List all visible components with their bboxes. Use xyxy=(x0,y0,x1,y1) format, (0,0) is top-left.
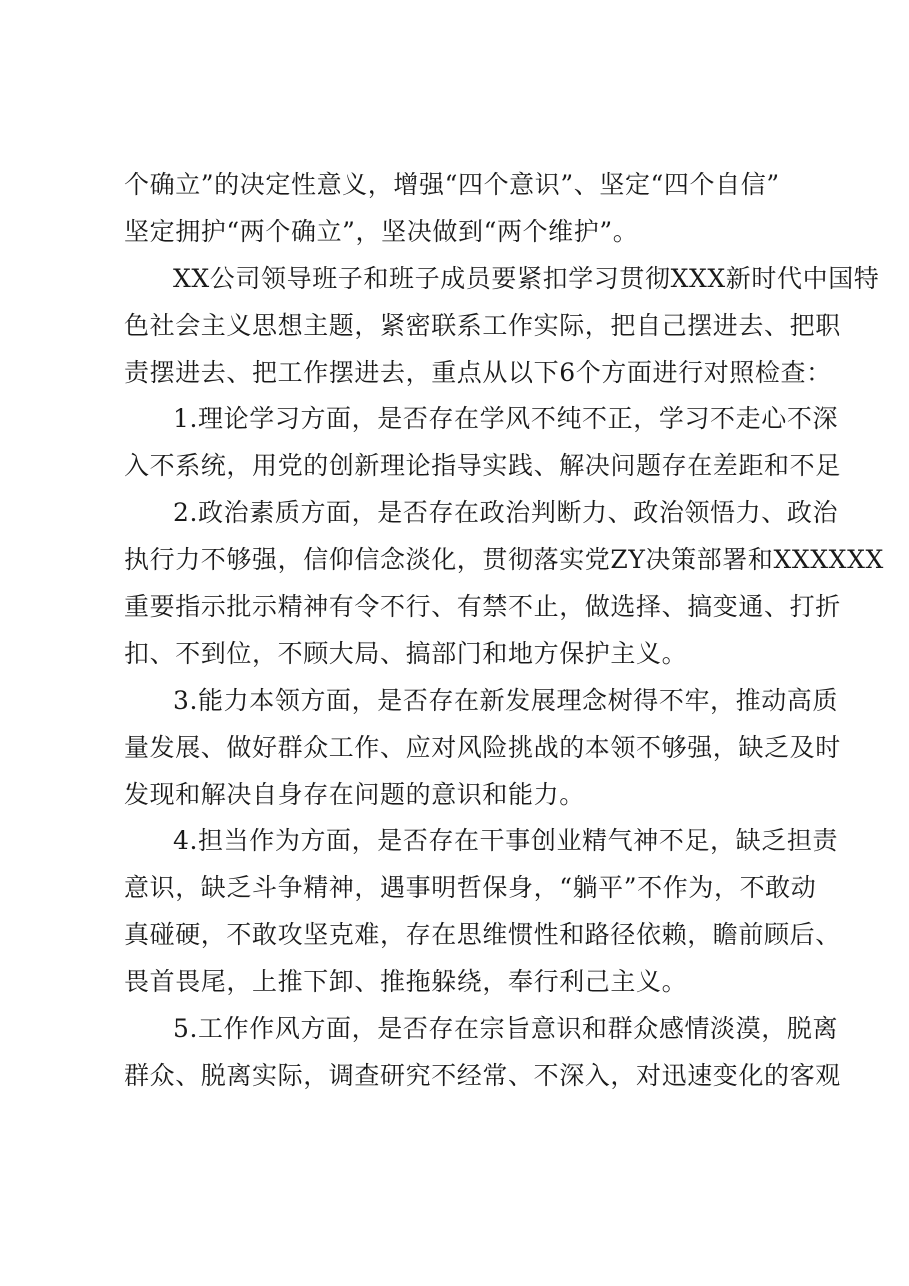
document-body xyxy=(124,162,884,1100)
text-line: 扣、不到位，不顾大局、搞部门和地方保护主义。 xyxy=(124,638,688,668)
paragraph-first-line: 1.理论学习方面，是否存在学风不纯不正，学习不走心不深 xyxy=(173,404,839,434)
text-line: 执行力不够强，信仰信念淡化，贯彻落实党ZY决策部署和XXXXXX xyxy=(124,545,884,575)
paragraph-first-line: XX公司领导班子和班子成员要紧扣学习贯彻XXX新时代中国特 xyxy=(173,263,880,293)
text-line: 群众、脱离实际，调查研究不经常、不深入，对迅速变化的客观 xyxy=(124,1060,841,1090)
text-line: 重要指示批示精神有令不行、有禁不止，做选择、搞变通、打折 xyxy=(124,592,841,622)
text-line: 真碰硬，不敢攻坚克难，存在思维惯性和路径依赖，瞻前顾后、 xyxy=(124,920,841,950)
paragraph-first-line: 5.工作作风方面，是否存在宗旨意识和群众感情淡漠，脱离 xyxy=(173,1014,839,1044)
text-line: 入不系统，用党的创新理论指导实践、解决问题存在差距和不足 xyxy=(124,451,841,481)
text-line: 个确立”的决定性意义，增强“四个意识”、坚定“四个自信” xyxy=(124,170,780,199)
text-line: 发现和解决自身存在问题的意识和能力。 xyxy=(124,779,585,809)
text-line: 量发展、做好群众工作、应对风险挑战的本领不够强，缺乏及时 xyxy=(124,732,841,762)
text-line: 畏首畏尾，上推下卸、推拖躲绕，奉行利己主义。 xyxy=(124,967,688,997)
paragraph-first-line: 4.担当作为方面，是否存在干事创业精气神不足，缺乏担责 xyxy=(173,826,839,856)
text-line: 意识，缺乏斗争精神，遇事明哲保身，“躺平”不作为，不敢动 xyxy=(124,873,817,903)
text-line: 色社会主义思想主题，紧密联系工作实际，把自己摆进去、把职 xyxy=(124,310,841,340)
text-line: 坚定拥护“两个确立”，坚决做到“两个维护”。 xyxy=(124,216,639,246)
paragraph-first-line: 2.政治素质方面，是否存在政治判断力、政治领悟力、政治 xyxy=(173,498,839,528)
paragraph-first-line: 3.能力本领方面，是否存在新发展理念树得不牢，推动高质 xyxy=(173,685,839,715)
text-line: 责摆进去、把工作摆进去，重点从以下6个方面进行对照检查： xyxy=(124,357,832,387)
